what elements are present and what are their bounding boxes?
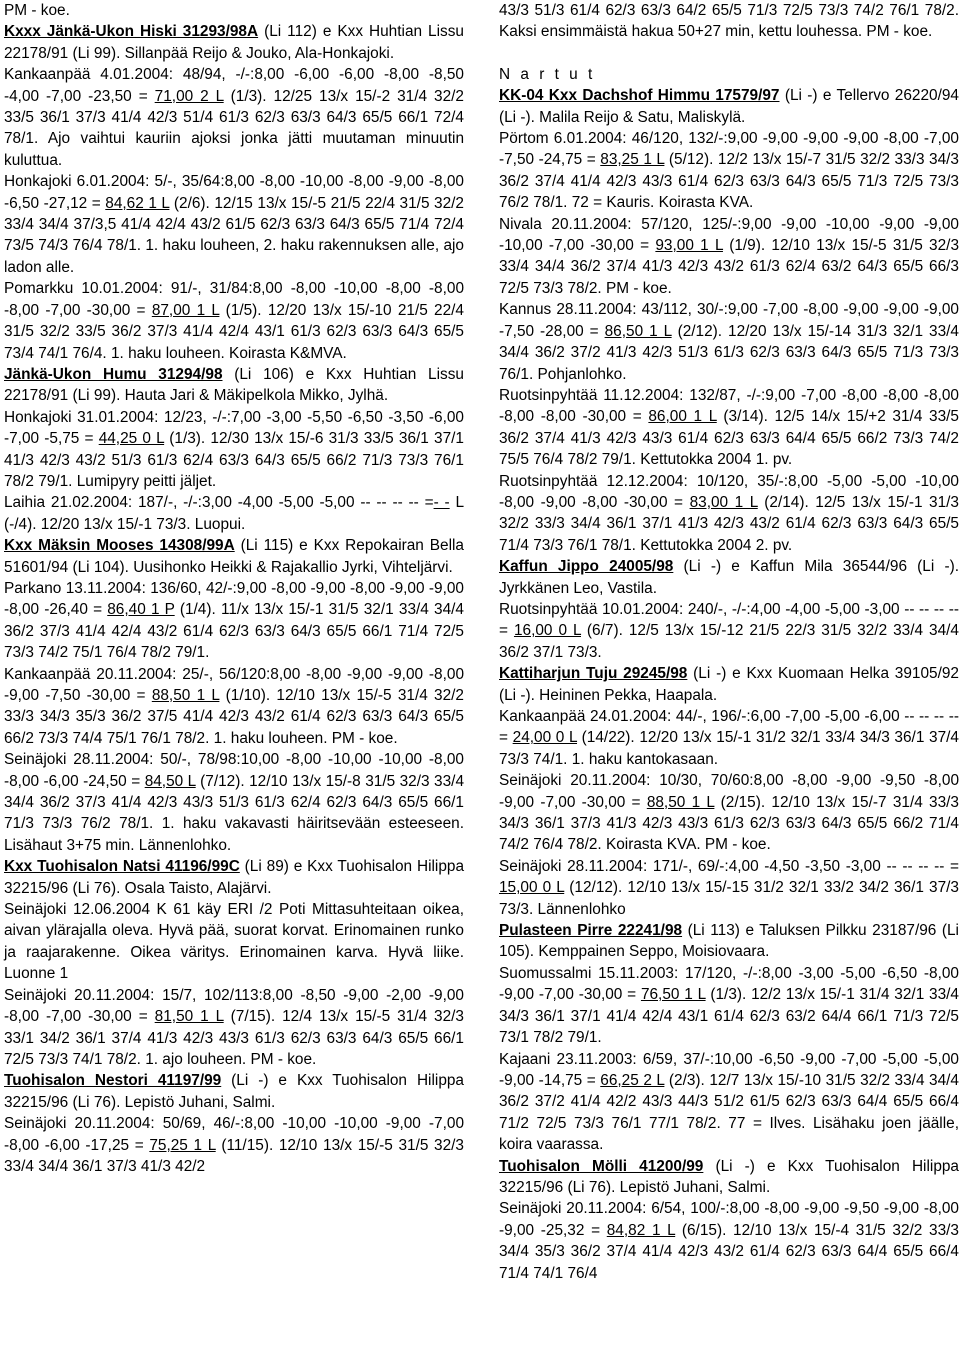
- dog-entry: [499, 663, 959, 706]
- dog-name: Kxx Mäksin Mooses 14308/99A: [4, 537, 235, 555]
- blank-line: [499, 43, 959, 64]
- trial-result: [499, 706, 959, 770]
- trial-result: [4, 578, 464, 664]
- trial-score: 71,00 2 L: [154, 87, 224, 105]
- dog-entry: [499, 85, 959, 128]
- trial-notes: (6/7). 12/5 13/x 15/-12 21/5 22/3 31/5 32/2 33/4 34/4 36/2 37/1 73/3.: [499, 622, 959, 661]
- trial-notes: (5/12). 12/2 13/x 15/-7 31/5 32/2 33/3 34/3 36/2 37/4 41/4 42/3 43/3 61/4 62/3 63/3 64/3 65/5 71/3 72/5 73/3 76/2 78/1. 72 = Kauris. Koirasta KVA.: [499, 151, 959, 212]
- trial-notes: (1/4). 11/x 13/x 15/-1 31/5 32/1 33/4 34/4 36/2 37/3 41/4 42/4 43/2 61/4 62/3 63/3 64/3 65/5 66/1 71/4 72/5 73/3 74/2 75/1 76/4 78/2 79/1.: [4, 601, 464, 662]
- trial-score: 86,40 1 P: [107, 601, 175, 619]
- trial-score: 83,00 1 L: [689, 493, 758, 511]
- trial-text: Pomarkku 10.01.2004: 91/-, 31/84:8,00 -8,00 -10,00 -8,00 -8,00 -8,00 -7,00 -30,00 =: [4, 280, 464, 319]
- trial-score: 44,25 0 L: [98, 430, 165, 448]
- trial-text: Seinäjoki 20.11.2004: 15/7, 102/113:8,00 -8,50 -9,00 -2,00 -9,00 -8,00 -7,00 -30,00 =: [4, 986, 464, 1026]
- trial-notes: (2/3). 12/7 13/x 15/-10 31/5 32/2 33/4 34/4 36/2 37/2 41/4 42/2 43/3 44/3 51/2 61/5 62/3 63/3 64/4 65/5 66/4 71/2 72/5 73/3 76/1 77/1 78/2. 77 = Ilves. Lisähaku joen jäälle, koira vaarassa.: [499, 1071, 959, 1154]
- dog-name: Kxx Tuohisalon Natsi 41196/99C: [4, 858, 240, 876]
- trial-notes: (7/15). 12/4 13/x 15/-5 31/4 32/3 33/1 34/2 36/1 37/4 41/3 42/3 43/3 61/3 62/3 63/3 64/3 65/5 66/1 72/5 73/3 74/1 78/2. 1. ajo louheen. PM - koe.: [4, 1008, 464, 1068]
- trial-score: 75,25 1 L: [149, 1136, 216, 1154]
- trial-result: [499, 471, 959, 557]
- trial-notes: (1/3). 12/25 13/x 15/-2 31/4 32/2 33/5 36/1 37/3 41/4 42/3 51/4 61/3 62/3 63/3 64/3 65/5 66/1 72/4 78/1. Ajo vaihtui kauriin ajoksi jonka jätti muutaman minuutin kuluttua.: [4, 87, 464, 169]
- trial-result: [499, 214, 959, 300]
- trial-score: 83,25 1 L: [600, 151, 665, 169]
- trial-text: Seinäjoki 20.11.2004: 50/69, 46/-:8,00 -10,00 -10,00 -9,00 -7,00 -8,00 -6,00 -17,25 =: [4, 1115, 464, 1154]
- trial-notes: (1/3). 12/2 13/x 15/-1 31/4 32/1 33/4 34/3 36/1 37/1 41/4 42/4 43/1 61/4 62/3 63/2 64/4 66/1 71/3 72/5 73/1 78/2 79/1.: [499, 986, 959, 1047]
- trial-text: Kankaanpää 24.01.2004: 44/-, 196/-:6,00 -7,00 -5,00 -6,00 -- -- -- -- =: [499, 708, 959, 747]
- trial-result: [4, 64, 464, 171]
- trial-text: Kajaani 23.11.2003: 6/59, 37/-:10,00 -6,50 -9,00 -7,00 -5,00 -5,00 -9,00 -14,75 =: [499, 1050, 959, 1089]
- dog-name: Tuohisalon Mölli 41200/99: [499, 1157, 704, 1175]
- dog-entry: [4, 364, 464, 407]
- dog-details: (Li -) e Tellervo 26220/94 (Li -). Malila Reijo & Satu, Maliskylä.: [499, 87, 959, 126]
- dog-entry: [499, 920, 959, 963]
- trial-text: Parkano 13.11.2004: 136/60, 42/-:9,00 -8,00 -9,00 -8,00 -9,00 -9,00 -8,00 -26,40 =: [4, 579, 464, 619]
- dog-entry: [499, 1156, 959, 1199]
- dog-details: (Li -) e Kxx Tuohisalon Hilippa 32215/96 (Li 76). Lepistö Juhani, Salmi.: [499, 1157, 959, 1196]
- trial-text: Honkajoki 31.01.2004: 12/23, -/-:7,00 -3,00 -5,50 -6,50 -3,50 -6,00 -7,00 -5,75 =: [4, 408, 464, 448]
- trial-notes: L (-/4). 12/20 13/x 15/-1 73/3. Luopui.: [4, 494, 465, 533]
- trial-result: [4, 171, 464, 278]
- trial-score: 86,00 1 L: [648, 408, 717, 426]
- trial-text: Seinäjoki 28.11.2004: 50/-, 78/98:10,00 -8,00 -10,00 -10,00 -8,00 -8,00 -6,00 -24,50 =: [4, 751, 464, 790]
- trial-score: 81,50 1 L: [154, 1008, 224, 1026]
- trial-score: 84,50 L: [144, 772, 196, 790]
- trial-score: 86,50 1 L: [604, 322, 672, 340]
- trial-text: Ruotsinpyhtää 12.12.2004: 10/120, 35/-:8,00 -5,00 -5,00 -10,00 -8,00 -9,00 -8,00 -30,00 =: [499, 472, 959, 511]
- trial-notes: (1/9). 12/10 13/x 15/-5 31/5 32/3 33/4 34/4 36/2 37/4 41/3 42/3 43/2 61/3 62/4 63/2 64/3 65/5 66/3 72/5 73/3 78/2. PM - koe.: [499, 237, 959, 297]
- show-result: Seinäjoki 12.06.2004 K 61 käy ERI /2 Poti Mittasuhteitaan oikea, aivan ylärajalla oleva. Hyvä pää, suorat korvat. Erinomainen runko ja raajarakenne. Oikea väritys. Erinomainen karva. Hyvä liike. Luonne 1: [4, 901, 464, 983]
- trial-notes: (1/10). 12/10 13/x 15/-5 31/4 32/2 33/3 34/3 35/3 36/2 37/5 41/4 42/3 43/2 61/4 62/3 63/3 64/3 65/5 66/2 73/3 74/4 75/1 76/1 78/2. 1. haku louheen. PM - koe.: [4, 687, 464, 747]
- trial-text: Ruotsinpyhtää 10.01.2004: 240/-, -/-:4,00 -4,00 -5,00 -3,00 -- -- -- -- =: [499, 600, 959, 640]
- trial-result: [4, 278, 464, 364]
- trial-notes: (2/15). 12/10 13/x 15/-7 31/4 33/3 34/3 36/1 37/3 41/3 42/3 43/3 61/3 62/3 63/3 64/3 65/5 66/2 71/4 74/2 76/4 78/2. Koirasta KVA. PM - koe.: [499, 793, 959, 854]
- trial-result: [499, 599, 959, 663]
- trial-text: Seinäjoki 28.11.2004: 171/-, 69/-:4,00 -4,50 -3,50 -3,00 -- -- -- -- =: [499, 857, 959, 875]
- trial-notes: (12/12). 12/10 13/x 15/-15 31/2 32/1 33/2 34/2 36/1 37/3 73/3. Lännenlohko: [499, 879, 959, 918]
- dog-details: (Li 112) e Kxx Huhtian Lissu 22178/91 (Li 99). Sillanpää Reijo & Jouko, Ala-Honkajoki.: [4, 23, 464, 62]
- dog-entry: [499, 556, 959, 599]
- trial-score: 24,00 0 L: [512, 729, 578, 747]
- dog-details: (Li -) e Kxx Tuohisalon Hilippa 32215/96 (Li 76). Lepistö Juhani, Salmi.: [4, 1072, 464, 1111]
- trial-text: Pörtom 6.01.2004: 46/120, 132/-:9,00 -9,00 -9,00 -9,00 -8,00 -7,00 -7,50 -24,75 =: [499, 130, 959, 169]
- trial-result: [4, 407, 464, 493]
- dog-name: Kattiharjun Tuju 29245/98: [499, 665, 688, 683]
- trial-score: 84,82 1 L: [606, 1221, 676, 1239]
- dog-details: (Li 106) e Kxx Huhtian Lissu 22178/91 (Li 99). Hauta Jari & Mäkipelkola Mikko, Jylhä.: [4, 365, 464, 405]
- trial-text: Kannus 28.11.2004: 43/112, 30/-:9,00 -7,00 -8,00 -9,00 -9,00 -9,00 -7,50 -28,00 =: [499, 301, 959, 340]
- trial-result: [499, 770, 959, 856]
- dog-name: KK-04 Kxx Dachshof Himmu 17579/97: [499, 87, 780, 105]
- trial-score: 15,00 0 L: [499, 879, 565, 897]
- left-column: [4, 0, 464, 1177]
- trial-notes: (6/15). 12/10 13/x 15/-4 31/5 32/2 33/3 34/4 35/3 36/2 37/4 41/4 42/3 43/2 61/4 62/3 63/3 64/4 65/5 66/4 71/4 74/1 76/4: [499, 1221, 959, 1282]
- trial-text: Ruotsinpyhtää 11.12.2004: 132/87, -/-:9,00 -7,00 -8,00 -8,00 -8,00 -8,00 -8,00 -30,00 =: [499, 386, 959, 426]
- dog-name: Kaffun Jippo 24005/98: [499, 558, 674, 576]
- dog-entry: [4, 535, 464, 578]
- trial-result: [499, 128, 959, 214]
- trial-text: Honkajoki 6.01.2004: 5/-, 35/64:8,00 -8,00 -10,00 -8,00 -9,00 -8,00 -6,50 -27,12 =: [4, 173, 464, 212]
- dog-entry: [4, 21, 464, 64]
- trial-notes: (7/12). 12/10 13/x 15/-8 31/5 32/3 33/4 34/4 36/2 37/3 41/4 42/3 43/3 51/3 61/3 62/4 62/3 64/3 65/5 66/1 71/3 73/3 76/2 78/1. 1. haku vakavasti häiritsevään esteeseen. Lisähaut 3+75 min. Lännenlohko.: [4, 772, 465, 854]
- trial-notes: (2/14). 12/5 13/x 15/-1 31/3 32/2 33/3 34/4 36/1 37/1 41/3 42/3 43/2 61/4 62/3 63/3 64/3 65/5 71/4 73/3 76/1 78/1. Kettutokka 2004 2. pv.: [499, 493, 959, 554]
- dog-entry: [4, 1070, 464, 1113]
- dog-name: Jänkä-Ukon Humu 31294/98: [4, 365, 223, 383]
- trial-result: [499, 1198, 959, 1284]
- trial-result: [499, 385, 959, 471]
- trial-result: [4, 1113, 464, 1177]
- trial-notes: (3/14). 12/5 14/x 15/+2 31/4 33/5 36/2 37/4 41/3 42/3 43/3 61/4 62/3 63/3 64/4 65/5 66/2 73/3 74/2 75/5 76/4 78/2 79/1. Kettutokka 2004 1. pv.: [499, 408, 959, 469]
- trial-score: 93,00 1 L: [655, 237, 723, 255]
- text-line: 43/3 51/3 61/4 62/3 63/3 64/2 65/5 71/3 72/5 73/3 74/2 76/1 78/2. Kaksi ensimmäistä hakua 50+27 min, kettu louhessa. PM - koe.: [499, 2, 959, 41]
- trial-text: Kankaanpää 20.11.2004: 25/-, 56/120:8,00 -8,00 -9,00 -9,00 -8,00 -9,00 -7,50 -30,00 =: [4, 665, 464, 704]
- trial-result: [4, 664, 464, 750]
- trial-result: [499, 963, 959, 1049]
- dog-details: (Li -) e Kaffun Mila 36544/96 (Li -). Jyrkkänen Leo, Vastila.: [499, 558, 960, 597]
- trial-score: 87,00 1 L: [151, 301, 220, 319]
- trial-result: [4, 492, 464, 535]
- trial-text: Seinäjoki 20.11.2004: 6/54, 100/-:8,00 -8,00 -9,00 -9,50 -9,00 -8,00 -9,00 -25,32 =: [499, 1200, 959, 1239]
- trial-notes: (14/22). 12/20 13/x 15/-1 31/2 32/1 33/4 34/3 36/1 37/4 73/3 74/1. 1. haku kantokasaan.: [499, 729, 959, 768]
- trial-score: 16,00 0 L: [513, 622, 581, 640]
- dog-name: Pulasteen Pirre 22241/98: [499, 922, 683, 940]
- trial-text: Suomussalmi 15.11.2003: 17/120, -/-:8,00 -3,00 -5,00 -6,50 -8,00 -9,00 -7,00 -30,00 =: [499, 964, 959, 1004]
- trial-text: Laihia 21.02.2004: 187/-, -/-:3,00 -4,00 -5,00 -5,00 -- -- -- -- =: [4, 494, 434, 512]
- trial-score: 88,50 1 L: [151, 687, 220, 704]
- trial-score: 84,62 1 L: [105, 194, 170, 212]
- trial-score: 88,50 1 L: [646, 793, 715, 811]
- dog-details: (Li 113) e Taluksen Pilkku 23187/96 (Li 105). Kemppainen Seppo, Moisiovaara.: [499, 922, 959, 961]
- trial-result: [4, 985, 464, 1071]
- trial-text: Nivala 20.11.2004: 57/120, 125/-:9,00 -9,00 -10,00 -9,00 -9,00 -10,00 -7,00 -30,00 =: [499, 215, 959, 255]
- trial-result: [499, 1049, 959, 1156]
- trial-result: [4, 749, 464, 856]
- trial-score: 66,25 2 L: [600, 1071, 665, 1089]
- right-column: [499, 0, 959, 1284]
- trial-result: [499, 856, 959, 920]
- trial-result: [499, 299, 959, 385]
- trial-text: Seinäjoki 20.11.2004: 10/30, 70/60:8,00 -8,00 -9,00 -9,50 -8,00 -9,00 -7,00 -30,00 =: [499, 772, 959, 811]
- trial-notes: (2/12). 12/20 13/x 15/-14 31/3 32/1 33/4 34/4 36/2 37/2 41/3 42/3 51/3 61/3 62/3 63/3 64/3 65/5 71/3 73/3 76/1. Pohjanlohko.: [499, 322, 959, 383]
- dog-details: (Li 115) e Kxx Repokairan Bella 51601/94 (Li 104). Uusihonko Heikki & Rajakallio Jyrki, Vihteljärvi.: [4, 537, 464, 576]
- section-heading: N a r t u t: [499, 65, 596, 83]
- trial-notes: (1/3). 12/30 13/x 15/-6 31/3 33/5 36/1 37/1 41/3 42/3 43/2 51/3 61/3 62/4 63/3 64/3 65/5 66/2 71/3 73/3 76/1 78/2 79/1. Lumipyry peitti jäljet.: [4, 430, 464, 490]
- dog-details: (Li 89) e Kxx Tuohisalon Hilippa 32215/96 (Li 76). Osala Taisto, Alajärvi.: [4, 858, 465, 897]
- dog-details: (Li -) e Kxx Kuomaan Helka 39105/92 (Li -). Heininen Pekka, Haapala.: [499, 665, 959, 704]
- trial-notes: (2/6). 12/15 13/x 15/-5 21/5 22/4 31/5 32/2 33/4 34/4 37/3,5 41/4 42/4 43/2 61/5 62/3 63/3 64/3 65/5 71/4 72/4 73/5 74/3 76/4 78/1. 1. haku louheen, 2. haku rakennuksen alle, ajo ladon alle.: [4, 194, 464, 276]
- trial-notes: (11/15). 12/10 13/x 15/-5 31/5 32/3 33/4 34/4 36/1 37/3 41/3 42/2: [4, 1136, 464, 1175]
- dog-entry: [4, 856, 464, 899]
- trial-text: Kankaanpää 4.01.2004: 48/94, -/-:8,00 -6,00 -6,00 -8,00 -8,50 -4,00 -7,00 -23,50 =: [4, 66, 464, 105]
- dog-name: Tuohisalon Nestori 41197/99: [4, 1072, 222, 1090]
- dog-name: Kxxx Jänkä-Ukon Hiski 31293/98A: [4, 23, 259, 41]
- trial-score: - -: [433, 494, 450, 512]
- trial-notes: (1/5). 12/20 13/x 15/-10 21/5 22/4 31/5 32/2 33/5 36/2 37/3 41/4 42/4 43/1 61/3 62/3 63/3 64/3 65/5 73/4 74/1 76/4. 1. haku louheen. Koirasta K&MVA.: [4, 301, 464, 362]
- text-line: PM - koe.: [4, 2, 70, 19]
- trial-score: 76,50 1 L: [640, 986, 706, 1004]
